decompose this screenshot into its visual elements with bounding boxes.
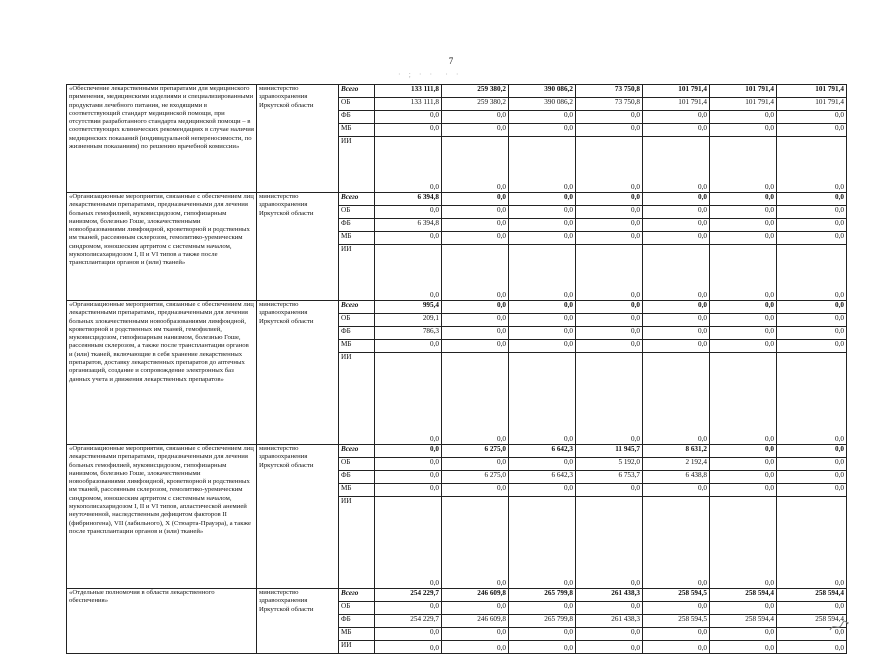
funding-amount: 0,0	[643, 232, 710, 245]
funding-source: ИИ	[339, 137, 375, 193]
funding-amount: 0,0	[643, 124, 710, 137]
funding-amount: 261 438,3	[576, 615, 643, 628]
funding-source: ОБ	[339, 602, 375, 615]
funding-source: ФБ	[339, 219, 375, 232]
funding-amount: 0,0	[442, 602, 509, 615]
funding-amount: 0,0	[375, 111, 442, 124]
funding-amount: 0,0	[442, 641, 509, 654]
funding-amount: 0,0	[576, 219, 643, 232]
funding-amount: 0,0	[375, 245, 442, 301]
funding-source: Всего	[339, 301, 375, 314]
funding-amount: 0,0	[643, 327, 710, 340]
funding-amount: 6 394,8	[375, 193, 442, 206]
funding-source: ИИ	[339, 353, 375, 445]
funding-amount: 0,0	[643, 301, 710, 314]
funding-amount: 0,0	[710, 245, 777, 301]
responsible-executor: министерство здравоохранения Иркутской области	[257, 589, 339, 654]
funding-amount: 0,0	[777, 458, 847, 471]
funding-amount: 0,0	[643, 219, 710, 232]
funding-source: Всего	[339, 85, 375, 98]
funding-amount: 0,0	[576, 137, 643, 193]
funding-amount: 0,0	[777, 445, 847, 458]
funding-amount: 0,0	[509, 111, 576, 124]
funding-amount: 133 111,8	[375, 98, 442, 111]
funding-amount: 101 791,4	[710, 98, 777, 111]
funding-amount: 0,0	[442, 232, 509, 245]
funding-amount: 2 192,4	[643, 458, 710, 471]
funding-amount: 0,0	[710, 111, 777, 124]
funding-amount: 5 192,0	[576, 458, 643, 471]
funding-amount: 0,0	[777, 327, 847, 340]
funding-amount: 0,0	[576, 340, 643, 353]
funding-source: МБ	[339, 628, 375, 641]
funding-source: ФБ	[339, 471, 375, 484]
funding-amount: 259 380,2	[442, 98, 509, 111]
funding-amount: 0,0	[375, 232, 442, 245]
funding-amount: 0,0	[576, 628, 643, 641]
funding-amount: 0,0	[509, 219, 576, 232]
funding-amount: 259 380,2	[442, 85, 509, 98]
measure-description: «Организационные мероприятия, связанные с обеспечением лиц лекарственными препаратами, предназначенными для лечения больных гемофилией, муковисцидозом, гипофизарным нанизмом, болезнью Гоше, злокачественными новообразованиями лимфоидной, кроветворной и родственных им тканей, рассеянным склерозом, гемолитико-уремическим синдромом, юношеским артритом с системным началом, мукополисахаридозом I, II и VI типов а также после трансплантации органов и (или) тканей»	[67, 193, 257, 301]
measure-description: «Организационные мероприятия, связанные с обеспечением лиц лекарственными препаратами, предназначенными для лечения больных гемофилией, муковисцидозом, гипофизарным нанизмом, болезнью Гоше, злокачественными новообразованиями лимфоидной, кроветворной и родственных им тканей, рассеянным склерозом, гемолитико-уремическим синдромом, юношеским артритом с системным началом, мукополисахаридозом I, II и VI типов, апластической анемией неуточненной, наследственным дефицитом факторов II (фибриногена), VII (лабильного), X (Стюарта-Прауэра), а также после трансплантации органов и (или) тканей»	[67, 445, 257, 589]
funding-amount: 0,0	[442, 219, 509, 232]
responsible-executor: министерство здравоохранения Иркутской области	[257, 445, 339, 589]
funding-amount: 261 438,3	[576, 589, 643, 602]
scan-artifact: · ; · · · ·	[398, 70, 462, 79]
funding-amount: 0,0	[509, 206, 576, 219]
table-row	[67, 589, 847, 602]
funding-amount: 0,0	[509, 497, 576, 589]
funding-amount: 0,0	[643, 193, 710, 206]
funding-amount: 101 791,4	[777, 98, 847, 111]
funding-amount: 0,0	[375, 137, 442, 193]
funding-amount: 0,0	[509, 340, 576, 353]
funding-amount: 101 791,4	[643, 98, 710, 111]
funding-amount: 73 750,8	[576, 85, 643, 98]
funding-amount: 786,3	[375, 327, 442, 340]
funding-amount: 0,0	[576, 111, 643, 124]
funding-amount: 0,0	[643, 641, 710, 654]
funding-amount: 0,0	[777, 206, 847, 219]
funding-amount: 0,0	[777, 484, 847, 497]
page-number: 7	[448, 56, 454, 66]
funding-amount: 0,0	[643, 497, 710, 589]
funding-amount: 0,0	[375, 602, 442, 615]
funding-source: Всего	[339, 193, 375, 206]
funding-amount: 265 799,8	[509, 615, 576, 628]
funding-amount: 0,0	[576, 602, 643, 615]
funding-source: МБ	[339, 232, 375, 245]
funding-amount: 390 086,2	[509, 98, 576, 111]
funding-source: ФБ	[339, 327, 375, 340]
funding-amount: 254 229,7	[375, 589, 442, 602]
funding-amount: 0,0	[576, 353, 643, 445]
funding-amount: 0,0	[710, 602, 777, 615]
handwritten-mark-icon	[828, 618, 850, 634]
funding-amount: 6 275,0	[442, 445, 509, 458]
funding-amount: 0,0	[576, 124, 643, 137]
funding-amount: 0,0	[643, 245, 710, 301]
funding-amount: 0,0	[576, 327, 643, 340]
funding-source: Всего	[339, 589, 375, 602]
funding-amount: 0,0	[576, 245, 643, 301]
funding-amount: 0,0	[710, 327, 777, 340]
funding-amount: 0,0	[710, 206, 777, 219]
funding-amount: 0,0	[509, 641, 576, 654]
funding-amount: 0,0	[710, 628, 777, 641]
funding-amount: 6 394,8	[375, 219, 442, 232]
funding-source: ОБ	[339, 98, 375, 111]
funding-amount: 0,0	[777, 193, 847, 206]
funding-source: ОБ	[339, 314, 375, 327]
funding-amount: 0,0	[710, 137, 777, 193]
funding-amount: 0,0	[643, 137, 710, 193]
funding-amount: 0,0	[777, 471, 847, 484]
funding-amount: 0,0	[643, 340, 710, 353]
funding-amount: 0,0	[442, 111, 509, 124]
funding-amount: 0,0	[643, 628, 710, 641]
funding-amount: 133 111,8	[375, 85, 442, 98]
funding-amount: 6 642,3	[509, 445, 576, 458]
funding-amount: 0,0	[576, 301, 643, 314]
measure-description: «Организационные мероприятия, связанные с обеспечением лиц лекарственными препаратами, предназначенными для лечения больных злокачественными новообразованиями лимфоидной, кроветворной и родственных им тканей, гемофилией, муковисцидозом, гипофизарным нанизмом, болезнью Гоше, рассеянным склерозом, а также после трансплантации органов и (или) тканей, включающие в себя хранение лекарственных препаратов, доставку лекарственных препаратов до аптечных организаций, создание и сопровождение электронных баз данных учета и движения лекарственных препаратов»	[67, 301, 257, 445]
funding-amount: 0,0	[710, 458, 777, 471]
funding-amount: 258 594,4	[777, 615, 847, 628]
funding-amount: 0,0	[509, 124, 576, 137]
funding-amount: 0,0	[442, 340, 509, 353]
table-row	[67, 445, 847, 458]
responsible-executor: министерство здравоохранения Иркутской области	[257, 193, 339, 301]
funding-source: ИИ	[339, 245, 375, 301]
funding-amount: 0,0	[509, 327, 576, 340]
funding-amount: 73 750,8	[576, 98, 643, 111]
funding-amount: 0,0	[442, 137, 509, 193]
funding-amount: 0,0	[777, 124, 847, 137]
table-row	[67, 193, 847, 206]
funding-amount: 390 086,2	[509, 85, 576, 98]
funding-source: МБ	[339, 484, 375, 497]
funding-amount: 0,0	[710, 471, 777, 484]
funding-amount: 0,0	[576, 314, 643, 327]
funding-amount: 0,0	[643, 353, 710, 445]
table-body	[67, 85, 847, 654]
funding-amount: 0,0	[710, 193, 777, 206]
funding-source: Всего	[339, 445, 375, 458]
funding-amount: 0,0	[375, 471, 442, 484]
funding-amount: 0,0	[643, 111, 710, 124]
funding-amount: 0,0	[777, 111, 847, 124]
funding-amount: 0,0	[375, 628, 442, 641]
funding-source: ОБ	[339, 206, 375, 219]
table-row	[67, 301, 847, 314]
funding-amount: 0,0	[442, 206, 509, 219]
funding-amount: 0,0	[710, 497, 777, 589]
funding-amount: 0,0	[710, 484, 777, 497]
funding-amount: 0,0	[710, 219, 777, 232]
funding-amount: 0,0	[777, 301, 847, 314]
funding-amount: 0,0	[442, 497, 509, 589]
funding-amount: 0,0	[777, 353, 847, 445]
funding-amount: 6 753,7	[576, 471, 643, 484]
funding-amount: 6 642,3	[509, 471, 576, 484]
funding-amount: 0,0	[643, 206, 710, 219]
funding-amount: 258 594,5	[643, 589, 710, 602]
funding-amount: 8 631,2	[643, 445, 710, 458]
funding-amount: 0,0	[509, 602, 576, 615]
funding-amount: 0,0	[710, 124, 777, 137]
funding-amount: 0,0	[710, 340, 777, 353]
funding-amount: 0,0	[509, 193, 576, 206]
funding-amount: 0,0	[442, 245, 509, 301]
funding-amount: 0,0	[777, 602, 847, 615]
funding-amount: 101 791,4	[643, 85, 710, 98]
funding-amount: 0,0	[375, 445, 442, 458]
funding-amount: 6 438,8	[643, 471, 710, 484]
funding-source: ФБ	[339, 615, 375, 628]
measure-description: «Обеспечение лекарственными препаратами для медицинского применения, медицинскими изделиями и специализированными продуктами лечебного питания, не входящими в соответствующий стандарт медицинской помощи, при отсутствии разработанного стандарта медицинской помощи – в соответствующих клинических рекомендациях в случае наличия медицинских показаний (индивидуальной непереносимости, по жизненным показаниям) по решению врачебной комиссии»	[67, 85, 257, 193]
funding-amount: 0,0	[509, 137, 576, 193]
funding-source: МБ	[339, 124, 375, 137]
funding-source: ФБ	[339, 111, 375, 124]
measure-description: «Отдельные полномочия в области лекарственного обеспечения»	[67, 589, 257, 654]
funding-amount: 0,0	[509, 314, 576, 327]
table-row	[67, 85, 847, 98]
funding-amount: 0,0	[442, 484, 509, 497]
funding-amount: 0,0	[643, 602, 710, 615]
funding-amount: 0,0	[576, 193, 643, 206]
funding-amount: 0,0	[375, 340, 442, 353]
funding-source: МБ	[339, 340, 375, 353]
funding-amount: 0,0	[509, 628, 576, 641]
funding-source: ИИ	[339, 497, 375, 589]
funding-amount: 258 594,4	[710, 589, 777, 602]
funding-amount: 0,0	[509, 484, 576, 497]
funding-amount: 0,0	[777, 314, 847, 327]
funding-amount: 0,0	[375, 497, 442, 589]
funding-amount: 0,0	[442, 193, 509, 206]
funding-amount: 246 609,8	[442, 589, 509, 602]
funding-amount: 0,0	[375, 641, 442, 654]
funding-amount: 0,0	[576, 232, 643, 245]
funding-amount: 101 791,4	[710, 85, 777, 98]
funding-amount: 0,0	[375, 484, 442, 497]
funding-amount: 0,0	[777, 245, 847, 301]
funding-amount: 0,0	[777, 219, 847, 232]
funding-amount: 0,0	[375, 124, 442, 137]
funding-amount: 258 594,4	[710, 615, 777, 628]
funding-amount: 0,0	[777, 232, 847, 245]
funding-amount: 0,0	[509, 245, 576, 301]
program-funding-table	[66, 84, 847, 654]
funding-amount: 0,0	[643, 314, 710, 327]
funding-amount: 0,0	[710, 445, 777, 458]
funding-amount: 995,4	[375, 301, 442, 314]
funding-amount: 0,0	[576, 484, 643, 497]
funding-amount: 0,0	[375, 206, 442, 219]
funding-amount: 0,0	[710, 301, 777, 314]
funding-amount: 0,0	[509, 353, 576, 445]
funding-amount: 246 609,8	[442, 615, 509, 628]
funding-amount: 0,0	[442, 124, 509, 137]
funding-amount: 0,0	[509, 232, 576, 245]
funding-amount: 0,0	[442, 327, 509, 340]
funding-source: ОБ	[339, 458, 375, 471]
funding-amount: 101 791,4	[777, 85, 847, 98]
funding-amount: 209,1	[375, 314, 442, 327]
funding-amount: 0,0	[710, 232, 777, 245]
funding-amount: 0,0	[442, 458, 509, 471]
funding-amount: 0,0	[777, 497, 847, 589]
funding-amount: 0,0	[576, 497, 643, 589]
funding-amount: 0,0	[710, 353, 777, 445]
funding-amount: 254 229,7	[375, 615, 442, 628]
funding-amount: 0,0	[777, 137, 847, 193]
funding-source: ИИ	[339, 641, 375, 654]
funding-amount: 0,0	[442, 353, 509, 445]
funding-amount: 0,0	[576, 641, 643, 654]
funding-amount: 0,0	[442, 314, 509, 327]
funding-amount: 0,0	[576, 206, 643, 219]
funding-amount: 0,0	[777, 628, 847, 641]
funding-amount: 0,0	[442, 628, 509, 641]
responsible-executor: министерство здравоохранения Иркутской области	[257, 301, 339, 445]
funding-amount: 0,0	[777, 641, 847, 654]
funding-amount: 0,0	[777, 340, 847, 353]
funding-amount: 265 799,8	[509, 589, 576, 602]
funding-amount: 0,0	[509, 458, 576, 471]
funding-amount: 11 945,7	[576, 445, 643, 458]
funding-amount: 0,0	[375, 458, 442, 471]
funding-amount: 0,0	[442, 301, 509, 314]
funding-amount: 0,0	[509, 301, 576, 314]
funding-amount: 0,0	[643, 484, 710, 497]
funding-amount: 6 275,0	[442, 471, 509, 484]
funding-amount: 0,0	[710, 641, 777, 654]
funding-amount: 258 594,4	[777, 589, 847, 602]
funding-amount: 0,0	[710, 314, 777, 327]
responsible-executor: министерство здравоохранения Иркутской области	[257, 85, 339, 193]
funding-amount: 258 594,5	[643, 615, 710, 628]
funding-amount: 0,0	[375, 353, 442, 445]
